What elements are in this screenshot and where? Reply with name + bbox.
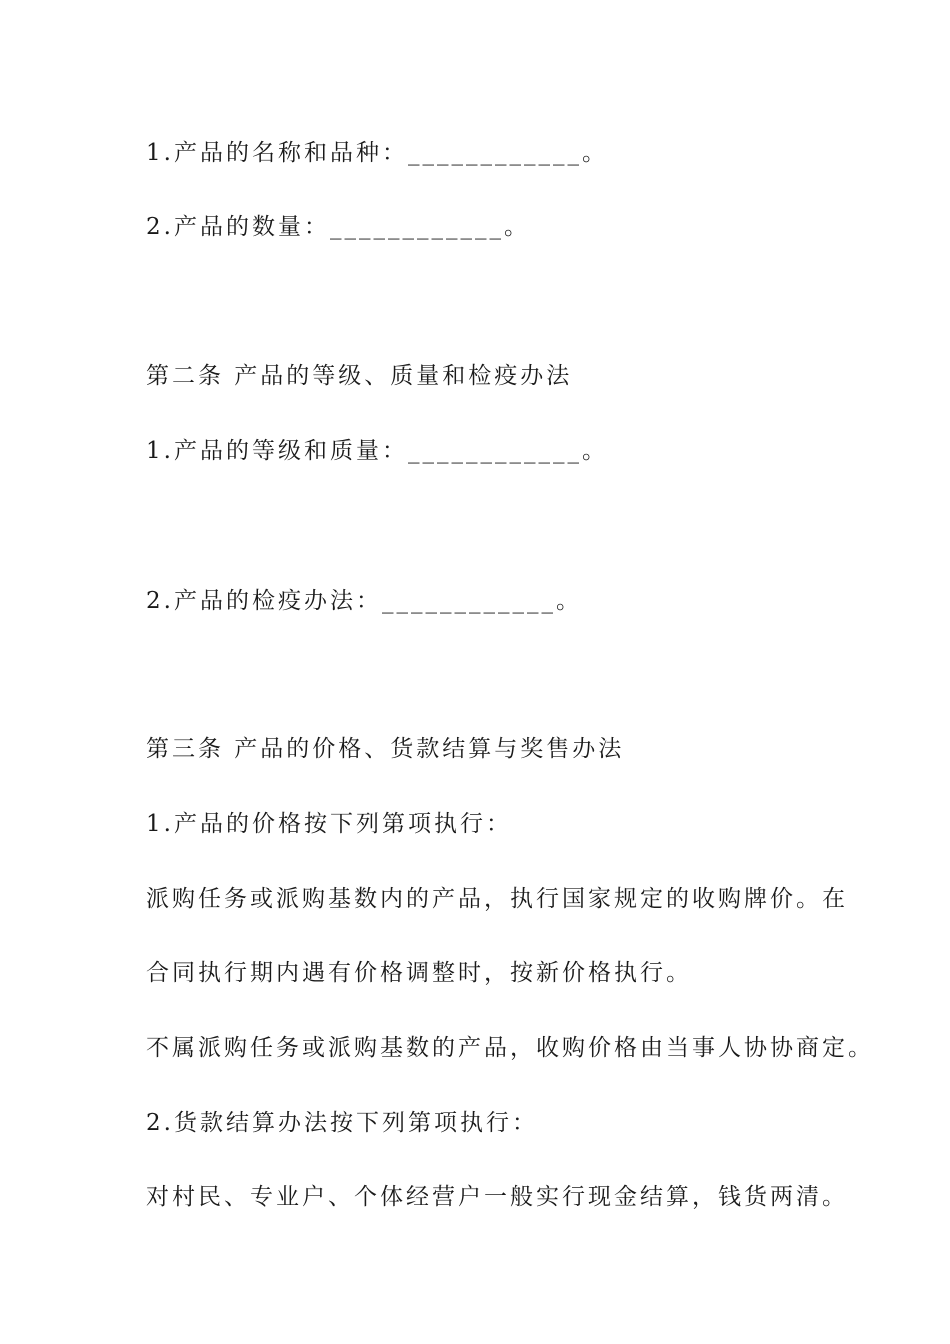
item-product-quantity: 2.产品的数量：____________。 <box>146 214 530 240</box>
article-3-heading: 第三条 产品的价格、货款结算与奖售办法 <box>146 736 625 762</box>
item-payment-terms: 2.货款结算办法按下列第项执行： <box>146 1110 538 1136</box>
paragraph-line: 对村民、专业户、个体经营户一般实行现金结算，钱货两清。 <box>146 1184 848 1210</box>
item-price-terms: 1.产品的价格按下列第项执行： <box>146 811 512 837</box>
article-2-heading: 第二条 产品的等级、质量和检疫办法 <box>146 363 573 389</box>
item-product-grade-quality: 1.产品的等级和质量：____________。 <box>146 438 608 464</box>
item-product-quarantine: 2.产品的检疫办法：____________。 <box>146 588 582 614</box>
item-product-name-variety: 1.产品的名称和品种：____________。 <box>146 140 608 166</box>
paragraph-line: 合同执行期内遇有价格调整时，按新价格执行。 <box>146 960 692 986</box>
paragraph-line: 不属派购任务或派购基数的产品，收购价格由当事人协协商定。 <box>146 1035 874 1061</box>
paragraph-line: 派购任务或派购基数内的产品，执行国家规定的收购牌价。在 <box>146 886 848 912</box>
